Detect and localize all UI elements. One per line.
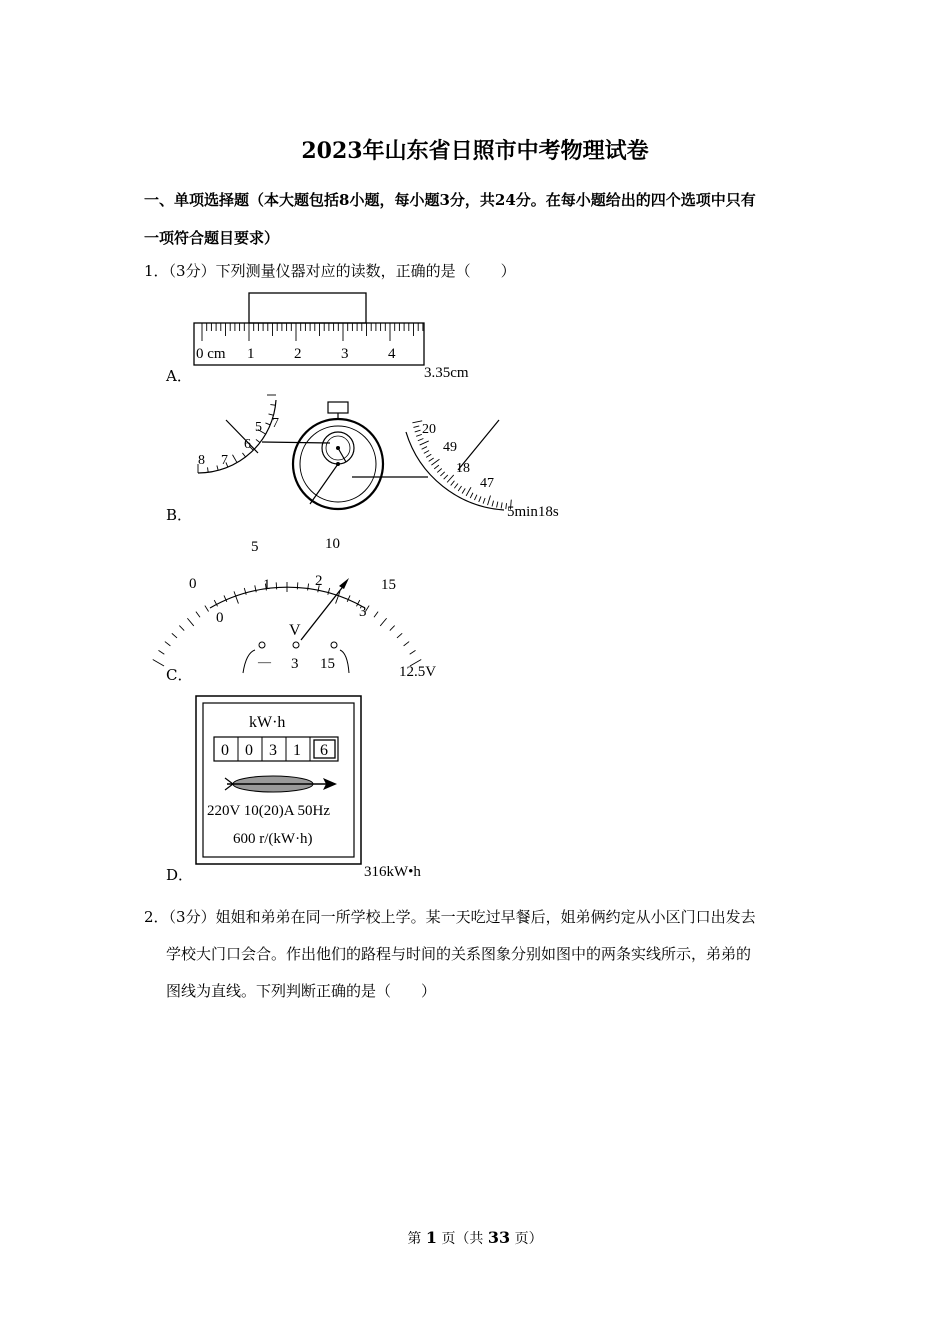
terminal-label: 3 xyxy=(291,656,299,672)
scale-tick xyxy=(431,459,439,465)
scale-tick xyxy=(153,660,164,667)
terminal-label: — xyxy=(258,654,271,669)
scale-tick xyxy=(422,447,427,450)
stopwatch-figure xyxy=(190,400,520,515)
option-c-label: C． xyxy=(166,666,193,684)
footer-page-number: 1 xyxy=(425,1228,437,1247)
scale-inner-label: 3 xyxy=(359,604,367,620)
minute-label: 7 xyxy=(272,416,279,431)
minute-label: 6 xyxy=(244,437,251,452)
scale-tick xyxy=(420,441,429,445)
footer-middle: 页（共 xyxy=(441,1231,484,1247)
second-label: 20 xyxy=(422,422,436,437)
scale-tick xyxy=(172,633,177,638)
scale-outer-label: 5 xyxy=(251,539,259,555)
scale-outer-label: 10 xyxy=(325,536,340,552)
second-dial-zoom xyxy=(406,420,504,510)
ruler-number: 4 xyxy=(388,346,396,362)
minute-label: 7 xyxy=(221,453,228,468)
scale-tick xyxy=(410,650,416,654)
scale-tick xyxy=(418,439,424,441)
energy-meter-figure xyxy=(195,695,365,867)
voltmeter-symbol: V xyxy=(289,622,301,639)
scale-tick xyxy=(233,455,238,463)
footer-total-pages: 33 xyxy=(487,1228,511,1247)
scale-tick xyxy=(440,472,444,476)
question-2-line2: 学校大门口会合。作出他们的路程与时间的关系图象分别如图中的两条实线所示，弟弟的 xyxy=(166,945,752,963)
scale-tick xyxy=(380,618,386,626)
scale-tick xyxy=(451,481,455,486)
option-a-label: A． xyxy=(166,367,192,385)
scale-inner-label: 2 xyxy=(315,573,323,589)
meter-digit: 1 xyxy=(293,742,301,759)
meter-digit: 3 xyxy=(269,742,277,759)
scale-tick xyxy=(165,642,171,646)
meter-revolutions: 600 r/(kW·h) xyxy=(233,831,313,847)
option-d-answer: 316kW•h xyxy=(364,864,421,880)
scale-tick xyxy=(256,439,260,442)
footer-suffix: 页） xyxy=(514,1231,543,1247)
scale-tick xyxy=(308,584,309,591)
voltmeter-figure xyxy=(185,532,415,677)
scale-tick xyxy=(196,612,200,618)
scale-tick xyxy=(390,626,395,631)
option-c-answer: 12.5V xyxy=(399,664,437,680)
option-d-label: D． xyxy=(166,866,194,884)
scale-tick xyxy=(158,650,164,654)
stopwatch-body xyxy=(293,402,428,509)
scale-tick xyxy=(492,501,494,507)
scale-tick xyxy=(429,458,434,461)
second-label: 47 xyxy=(480,476,494,491)
scale-tick xyxy=(412,421,422,423)
scale-outer-label: 15 xyxy=(381,577,396,593)
scale-arc xyxy=(210,587,365,608)
scale-tick xyxy=(208,467,209,472)
scale-tick xyxy=(434,465,439,469)
scale-tick xyxy=(497,502,498,508)
page-footer xyxy=(0,1228,950,1248)
ruler-number: 2 xyxy=(294,346,302,362)
scale-tick xyxy=(454,483,458,488)
scale-tick xyxy=(187,618,193,626)
question-2-line1: 2．（3分）姐姐和弟弟在同一所学校上学。某一天吃过早餐后，姐弟俩约定从小区门口出发去 xyxy=(144,908,756,926)
footer-prefix: 第 xyxy=(407,1231,422,1247)
scale-tick xyxy=(470,493,473,498)
terminal-label: 15 xyxy=(320,656,335,672)
second-label: 18 xyxy=(456,461,470,476)
scale-tick xyxy=(374,612,378,618)
scale-tick xyxy=(404,642,410,646)
scale-tick xyxy=(269,414,274,415)
scale-inner-label: 1 xyxy=(263,577,271,593)
scale-tick xyxy=(179,626,184,631)
scale-tick xyxy=(416,434,422,436)
section-heading-line1: 一、单项选择题（本大题包括8小题，每小题3分，共24分。在每小题给出的四个选项中只有 xyxy=(144,191,756,209)
option-b-label: B． xyxy=(166,506,193,524)
scale-tick xyxy=(397,633,402,638)
scale-tick xyxy=(217,466,218,471)
meter-unit: kW·h xyxy=(249,714,286,731)
scale-tick xyxy=(234,591,238,603)
voltmeter-needle xyxy=(301,584,345,640)
scale-tick xyxy=(242,453,245,457)
meter-digit: 0 xyxy=(221,742,229,759)
scale-tick xyxy=(437,469,442,473)
scale-tick xyxy=(255,585,256,592)
scale-tick xyxy=(483,498,485,504)
scale-tick xyxy=(462,488,465,493)
scale-tick xyxy=(347,595,350,601)
scale-tick xyxy=(488,496,491,506)
ruler-number: 3 xyxy=(341,346,349,362)
measured-block xyxy=(249,293,366,323)
scale-tick xyxy=(424,450,429,453)
scale-inner-label: 0 xyxy=(216,610,224,626)
scale-tick xyxy=(328,588,330,595)
second-label: 49 xyxy=(443,440,457,455)
meter-spec: 220V 10(20)A 50Hz xyxy=(207,803,331,819)
scale-tick xyxy=(205,606,209,612)
scale-tick xyxy=(474,495,476,500)
option-a-answer: 3.35cm xyxy=(424,365,469,381)
ruler-unit-label: 0 cm xyxy=(196,346,226,362)
scale-tick xyxy=(415,430,421,432)
scale-tick xyxy=(458,486,461,491)
scale-tick xyxy=(444,475,448,479)
question-2-line3: 图线为直线。下列判断正确的是（ ） xyxy=(166,982,437,1000)
minute-label: 8 xyxy=(198,453,205,468)
scale-tick xyxy=(501,502,502,508)
page-title: 2023年山东省日照市中考物理试卷 xyxy=(301,138,649,164)
ruler-figure xyxy=(180,285,440,375)
scale-tick xyxy=(270,405,275,406)
scale-tick xyxy=(479,496,481,502)
ruler-number: 1 xyxy=(247,346,255,362)
question-1-stem: 1．（3分）下列测量仪器对应的读数，正确的是（ ） xyxy=(144,262,516,280)
option-b-answer: 5min18s xyxy=(507,504,559,520)
section-heading-line2: 一项符合题目要求） xyxy=(144,229,280,247)
minute-dial-zoom xyxy=(198,400,330,473)
scale-tick xyxy=(466,487,471,496)
meter-digit: 6 xyxy=(320,742,328,759)
meter-digit: 0 xyxy=(245,742,253,759)
minute-label: 5 xyxy=(255,420,262,435)
scale-tick xyxy=(426,454,431,457)
scale-outer-label: 0 xyxy=(189,576,197,592)
scale-tick xyxy=(265,423,270,425)
scale-tick xyxy=(447,475,454,482)
scale-tick xyxy=(413,426,419,427)
